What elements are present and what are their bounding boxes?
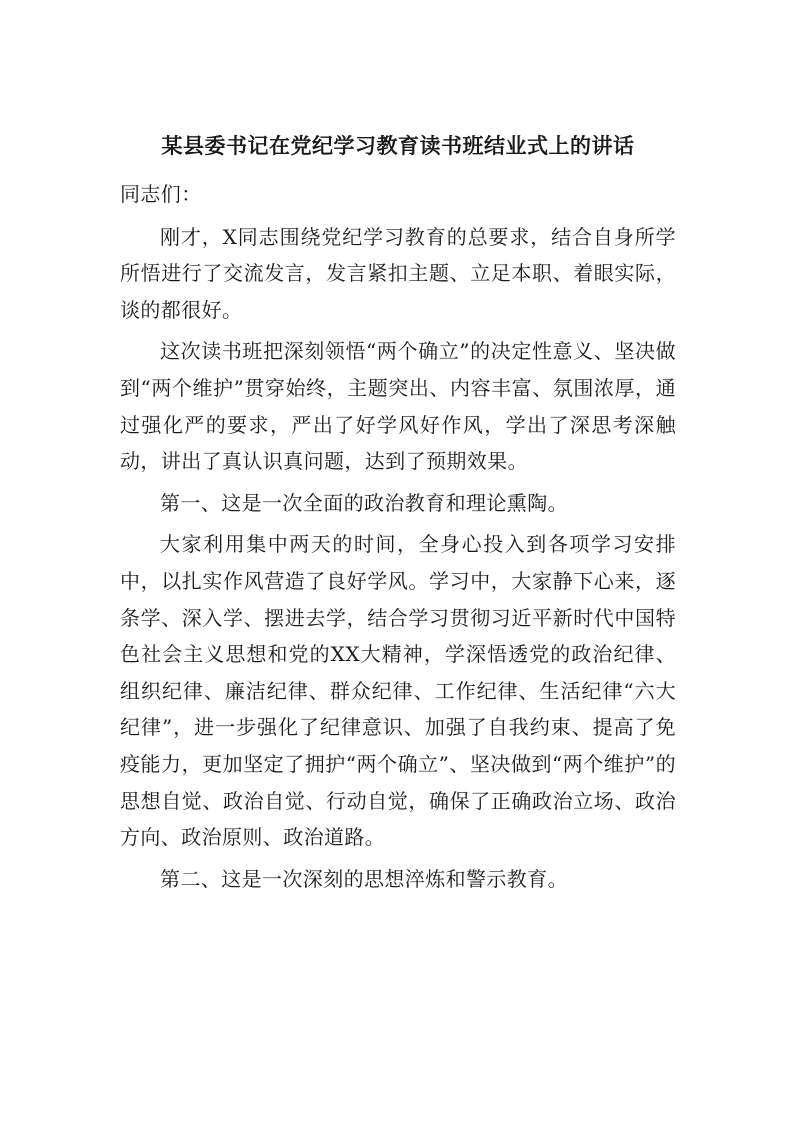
- salutation: 同志们：: [120, 182, 202, 206]
- paragraph: 刚才，X同志围绕党纪学习教育的总要求，结合自身所学所悟进行了交流发言，发言紧扣主题、立足本职、着眼实际，谈的都很好。: [120, 224, 676, 322]
- paragraph: 这次读书班把深刻领悟“两个确立”的决定性意义、坚决做到“两个维护”贯穿始终，主题突出、内容丰富、氛围浓厚，通过强化严的要求，严出了好学风好作风，学出了深思考深触动，讲出了真认识真问题，达到了预期效果。: [120, 339, 676, 474]
- section-heading: 第一、这是一次全面的政治教育和理论熏陶。: [160, 490, 568, 515]
- document-body: [120, 176, 676, 902]
- document-title: 某县委书记在党纪学习教育读书班结业式上的讲话: [161, 133, 635, 158]
- section-heading: 第二、这是一次深刻的思想淬炼和警示教育。: [160, 866, 568, 891]
- paragraph: 大家利用集中两天的时间，全身心投入到各项学习安排中，以扎实作风营造了良好学风。学习中，大家静下心来，逐条学、深入学、摆进去学，结合学习贯彻习近平新时代中国特色社会主义思想和党的XX大精神，学深悟透党的政治纪律、组织纪律、廉洁纪律、群众纪律、工作纪律、生活纪律“六大纪律”，进一步强化了纪律意识、加强了自我约束、提高了免疫能力，更加坚定了拥护“两个确立”、坚决做到“两个维护”的思想自觉、政治自觉、行动自觉，确保了正确政治立场、政治方向、政治原则、政治道路。: [120, 532, 676, 850]
